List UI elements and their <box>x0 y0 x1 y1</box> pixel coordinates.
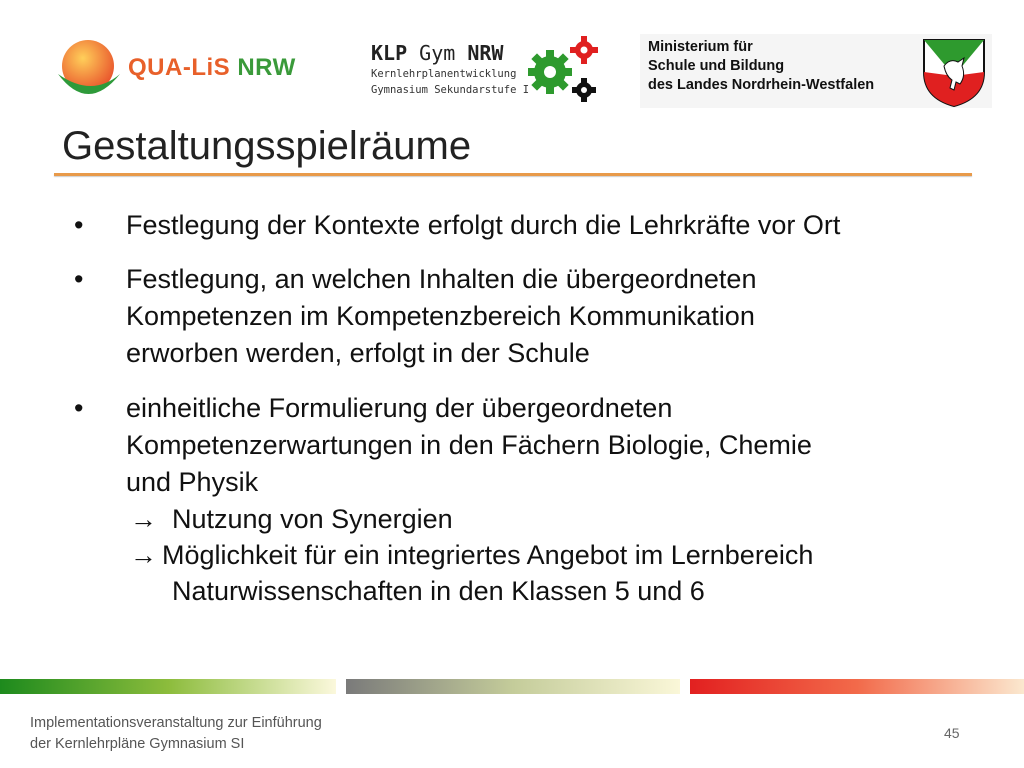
bullet-symbol: • <box>74 393 84 423</box>
bullet-text: Festlegung der Kontexte erfolgt durch die Lehrkräfte vor Ort <box>126 210 841 240</box>
qualis-wordmark <box>128 54 296 82</box>
bullet-text: erworben werden, erfolgt in der Schule <box>126 338 590 368</box>
qualis-part1: QUA-LiS <box>128 54 231 81</box>
bullet-text: Kompetenzen im Kompetenzbereich Kommunikation <box>126 301 755 331</box>
bullet-text: Kompetenzerwartungen in den Fächern Biologie, Chemie <box>126 430 812 460</box>
klp-subtitle-1: Kernlehrplanentwicklung <box>371 68 517 80</box>
qualis-part2: NRW <box>230 54 296 81</box>
sub-item-text: Nutzung von Synergien <box>172 504 453 534</box>
bullet-symbol: • <box>74 210 84 240</box>
red-gradient-bar <box>690 679 1024 694</box>
ministry-text <box>648 38 874 95</box>
gray-gradient-bar <box>346 679 680 694</box>
bullet-symbol: • <box>74 264 84 294</box>
sub-item-text: Naturwissenschaften in den Klassen 5 und 6 <box>172 576 705 606</box>
ministry-line-1: Ministerium für <box>648 39 753 55</box>
arrow-icon: → <box>130 504 157 534</box>
gears-icon <box>522 34 602 106</box>
footer-text <box>30 713 322 755</box>
klp-subtitle-2: Gymnasium Sekundarstufe I <box>371 84 530 96</box>
ministry-line-2: Schule und Bildung <box>648 58 785 74</box>
ministry-line-3: des Landes Nordrhein-Westfalen <box>648 77 875 93</box>
footer-line-2: der Kernlehrpläne Gymnasium SI <box>30 736 245 752</box>
klp-title-end: NRW <box>467 41 504 65</box>
footer-line-1: Implementationsveranstaltung zur Einführung <box>30 715 322 731</box>
green-gradient-bar <box>0 679 336 694</box>
bullet-text: einheitliche Formulierung der übergeordneten <box>126 393 673 423</box>
slide-title: Gestaltungsspielräume <box>62 124 472 168</box>
bullet-text: Festlegung, an welchen Inhalten die übergeordneten <box>126 264 757 294</box>
klp-title-mid: Gym <box>407 41 468 65</box>
nrw-crest-icon <box>920 36 988 108</box>
klp-title <box>371 41 503 65</box>
klp-title-bold: KLP <box>371 41 408 65</box>
title-underline <box>54 173 972 176</box>
sub-item-text: Möglichkeit für ein integriertes Angebot im Lernbereich <box>162 540 814 570</box>
qualis-emblem-icon <box>52 36 128 106</box>
arrow-icon: → <box>130 540 157 570</box>
bullet-text: und Physik <box>126 467 259 497</box>
page-number: 45 <box>944 725 960 741</box>
